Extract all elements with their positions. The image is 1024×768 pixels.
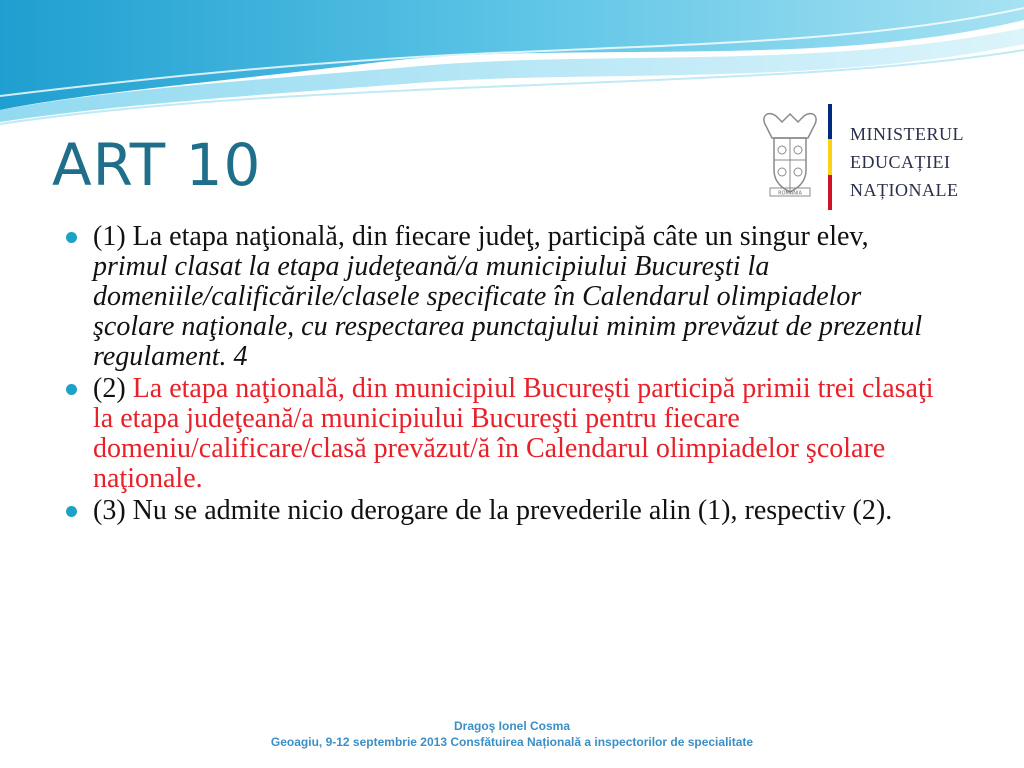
ministry-line-2: EDUCAȚIEI [850,152,951,172]
bullet-dot-icon [66,232,77,243]
bullet-dot-icon [66,506,77,517]
bullet-item-3 [66,496,946,526]
bullet-item-1 [66,222,946,372]
ministry-logo [752,96,972,220]
slide-title: ART 10 [52,131,262,199]
ministry-line-3: NAȚIONALE [850,180,959,200]
footer-author: Dragoş Ionel Cosma [453,719,571,733]
bullet-1-italic-text: primul clasat la etapa judeţeană/a municipiului Bucureşti la domeniile/calificările/clasele specificate în Calendarul olimpiadelor şcolare naţionale, cu respectarea punctajului minim prevăzut de prezentul regulament. 4 [93,251,923,372]
footer-event: Geoagiu, 9-12 septembrie 2013 Consfătuirea Națională a inspectorilor de specialitate [270,735,754,749]
bullet-3-text: (3) Nu se admite nicio derogare de la prevederile alin (1), respectiv (2). [93,495,893,526]
bullet-2-prefix: (2) [93,373,133,404]
bullet-item-2 [66,374,946,494]
bullet-dot-icon [66,384,77,395]
ministry-line-1: MINISTERUL [850,124,964,144]
tricolor-bar [828,104,832,210]
bullet-1-text: (1) La etapa naţională, din fiecare judeţ, participă câte un singur elev, [93,221,869,252]
coat-of-arms-icon [756,108,824,200]
bullet-2-highlight-text: La etapa naţională, din municipiul București participă primii trei clasaţi la etapa judeţeană/a municipiului Bucureşti pentru fiecare domeniu/calificare/clasă prevăzut/ă în Calendarul olimpiadelor şcolare naţionale. [93,373,934,494]
ministry-name [850,120,964,204]
slide-body [66,222,946,528]
crest-label: ROMANIA [778,190,802,197]
slide-footer [0,718,1024,750]
